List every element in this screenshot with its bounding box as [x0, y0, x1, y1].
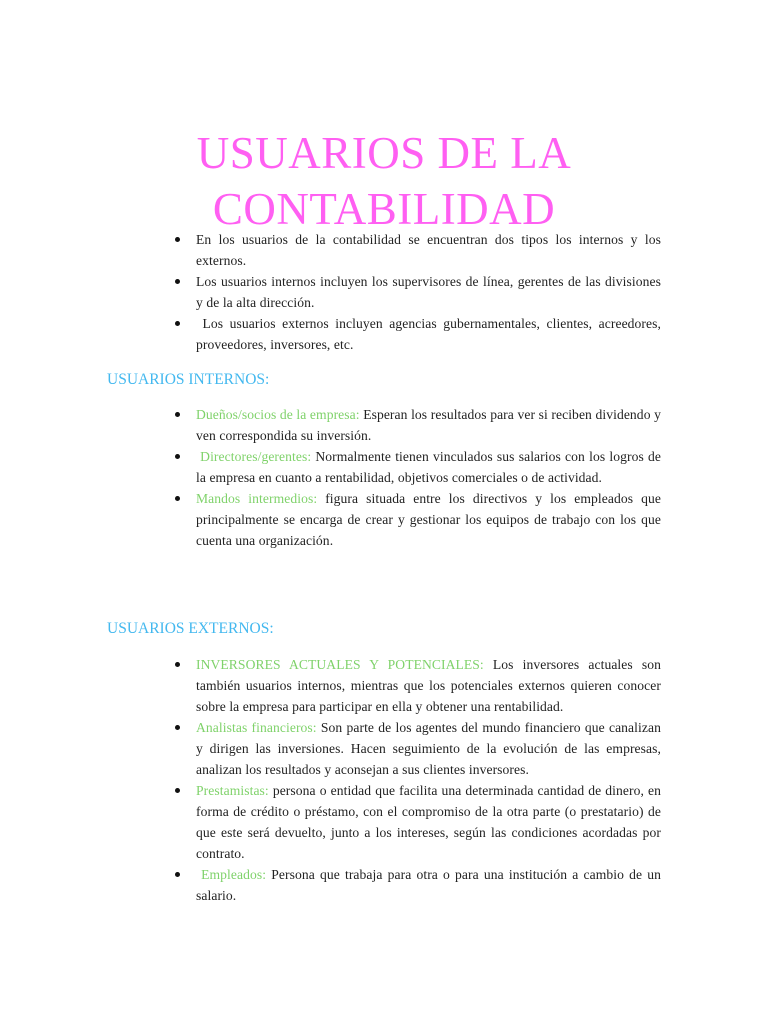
item-term: Dueños/socios de la empresa: [196, 407, 360, 422]
item-text: Normalmente tienen vinculados sus salarios con los logros de la empresa en cuanto a rentabilidad, objetivos comerciales o de actividad. [196, 449, 665, 485]
item-text: Son parte de los agentes del mundo financiero que canalizan y dirigen las inversiones. Hacen seguimiento de la evolución de las empresas, analizan los resultados y aconsejan a sus clientes inversores. [196, 720, 665, 777]
internal-users-list [196, 404, 665, 551]
external-users-list [196, 654, 665, 906]
list-item [196, 654, 665, 717]
list-item [196, 717, 665, 780]
internal-users-heading: USUARIOS INTERNOS: [107, 371, 270, 388]
item-text: Los inversores actuales son también usuarios internos, mientras que los potenciales externos quieren conocer sobre la empresa para participar en ella y obtener una rentabilidad. [196, 657, 665, 714]
page-title [0, 125, 768, 237]
title-line-1: USUARIOS DE LA [196, 128, 572, 179]
list-item [196, 446, 665, 488]
intro-list [196, 229, 665, 355]
item-text: persona o entidad que facilita una determinada cantidad de dinero, en forma de crédito o préstamo, con el compromiso de la otra parte (o prestatario) de que este será devuelto, junto a los intereses, según las condiciones acordadas por contrato. [196, 783, 665, 861]
item-text: Esperan los resultados para ver si reciben dividendo y ven correspondida su inversión. [196, 407, 665, 443]
list-item: Los usuarios externos incluyen agencias gubernamentales, clientes, acreedores, proveedores, inversores, etc. [196, 313, 661, 355]
list-item: Los usuarios internos incluyen los supervisores de línea, gerentes de las divisiones y de la alta dirección. [196, 271, 661, 313]
item-term: Analistas financieros: [196, 720, 317, 735]
item-term: Mandos intermedios: [196, 491, 318, 506]
item-term: Empleados: [196, 867, 267, 882]
item-text: Persona que trabaja para otra o para una institución a cambio de un salario. [196, 867, 665, 903]
item-text: figura situada entre los directivos y los empleados que principalmente se encarga de crear y gestionar los equipos de trabajo con los que cuenta una organización. [196, 491, 665, 548]
external-users-heading: USUARIOS EXTERNOS: [107, 620, 274, 637]
list-item [196, 488, 665, 551]
title-line-2: CONTABILIDAD [212, 184, 556, 235]
list-item [196, 404, 665, 446]
list-item [196, 864, 665, 906]
list-item [196, 780, 665, 864]
list-item: En los usuarios de la contabilidad se encuentran dos tipos los internos y los externos. [196, 229, 661, 271]
item-term: Prestamistas: [196, 783, 269, 798]
item-term: Directores/gerentes: [196, 449, 312, 464]
item-term: INVERSORES ACTUALES Y POTENCIALES: [196, 657, 484, 672]
